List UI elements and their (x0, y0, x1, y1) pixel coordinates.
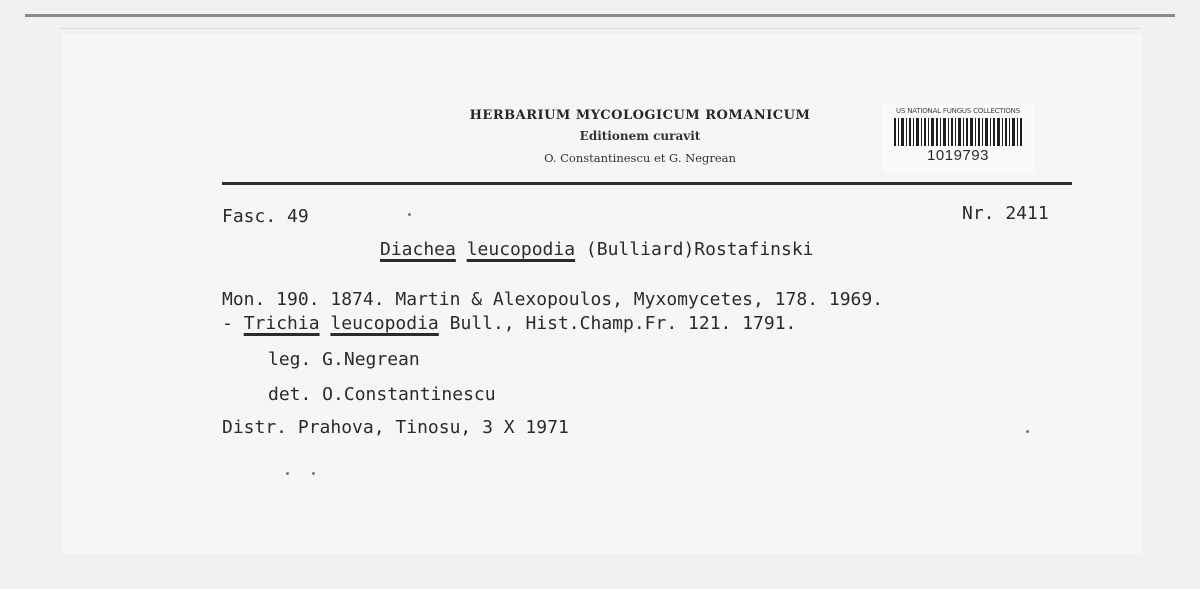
speck (312, 472, 315, 475)
speck (1026, 430, 1029, 433)
speck (286, 472, 289, 475)
label-header (420, 108, 860, 165)
synonym-reference: Bull., Hist.Champ.Fr. 121. 1791. (438, 313, 797, 334)
locality: Distr. Prahova, Tinosu, 3 X 1971 (222, 417, 569, 438)
taxon-genus: Diachea (380, 239, 456, 260)
barcode-number: 1019793 (927, 147, 989, 164)
citation-line: Mon. 190. 1874. Martin & Alexopoulos, Myxomycetes, 178. 1969. (222, 289, 884, 310)
header-divider (222, 182, 1072, 185)
exsiccata-number: Nr. 2411 (962, 203, 1049, 224)
taxon-authority: (Bulliard)Rostafinski (585, 239, 814, 260)
barcode-icon (892, 118, 1024, 146)
synonym-genus: Trichia (243, 313, 320, 334)
editors-line: O. Constantinescu et G. Negrean (544, 151, 736, 165)
paper-inner-edge (60, 28, 1140, 29)
institution-title: HERBARIUM MYCOLOGICUM ROMANICUM (469, 108, 811, 123)
collector: leg. G.Negrean (268, 349, 420, 370)
barcode-sticker (882, 103, 1034, 173)
barcode-collection-label: US NATIONAL FUNGUS COLLECTIONS (896, 107, 1020, 115)
edition-line: Editionem curavit (579, 129, 701, 143)
speck (408, 213, 411, 216)
determiner: det. O.Constantinescu (268, 384, 496, 405)
taxon-name (380, 239, 814, 260)
synonym-species: leucopodia (330, 313, 439, 334)
taxon-species: leucopodia (466, 239, 576, 260)
paper-top-edge (25, 14, 1175, 17)
synonym-line (222, 313, 796, 334)
fascicle-number: Fasc. 49 (222, 206, 309, 227)
synonym-prefix: - (222, 313, 244, 334)
